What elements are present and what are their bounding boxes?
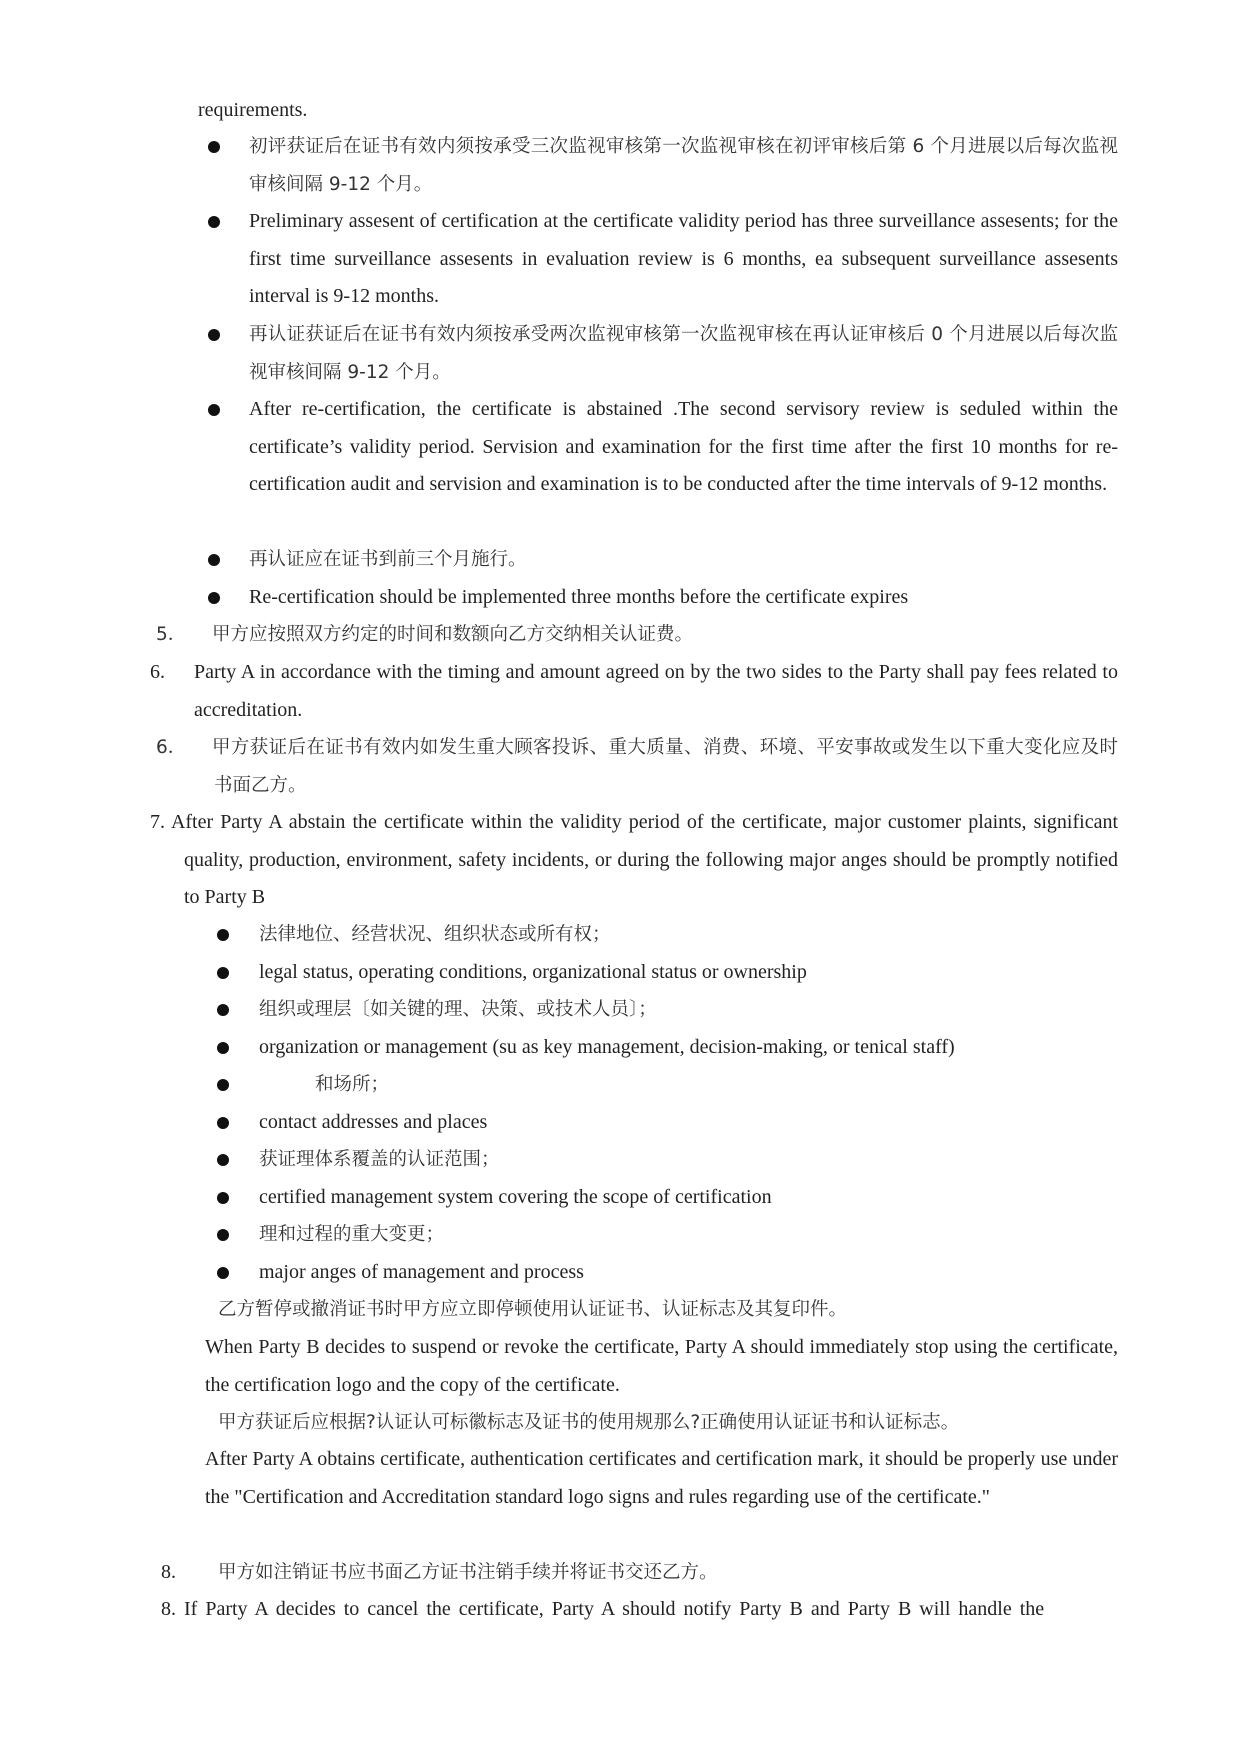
bullet-icon (217, 1192, 229, 1204)
use-en: After Party A obtains certificate, authentication certificates and certification mark, it should be properly use under the "Certification and Accreditation standard logo signs and rules regarding use of the certificate." (205, 1448, 1118, 1508)
item-number: 5． (156, 624, 187, 645)
item-number: 6． (156, 737, 187, 758)
bullet-icon (208, 404, 220, 416)
item-6-en: Party A in accordance with the timing and amount agreed on by the two sides to the Party shall pay fees related to accreditation. (194, 661, 1118, 721)
item-number: 6. (150, 661, 165, 683)
bullet-icon (208, 554, 220, 566)
item-6-cn: 甲方获证后在证书有效内如发生重大顾客投诉、重大质量、消费、环境、平安事故或发生以下重大变化应及时书面乙方。 (212, 737, 1118, 796)
continuation-text: requirements. (198, 99, 308, 121)
bullet-icon (217, 1154, 229, 1166)
item-5-cn: 甲方应按照双方约定的时间和数额向乙方交纳相关认证费。 (212, 624, 694, 645)
use-cn: 甲方获证后应根据?认证认可标徽标志及证书的使用规那么?正确使用认证证书和认证标志。 (218, 1412, 960, 1433)
bullet-icon (217, 967, 229, 979)
bullet-icon (217, 1004, 229, 1016)
item-8-cn: 甲方如注销证书应书面乙方证书注销手续并将证书交还乙方。 (218, 1562, 718, 1583)
item-8-en: 8. If Party A decides to cancel the certificate, Party A should notify Party B and Party B will handle the (161, 1598, 1045, 1620)
bullet-icon (208, 592, 220, 604)
bullet-icon (217, 1079, 229, 1091)
suspend-en: When Party B decides to suspend or revoke the certificate, Party A should immediately stop using the certificate, the certification logo and the copy of the certificate. (205, 1336, 1118, 1396)
bullet-icon (208, 141, 220, 153)
bullet-icon (217, 1042, 229, 1054)
item-7-en: 7. After Party A abstain the certificate within the validity period of the certificate, major customer plaints, significant quality, production, environment, safety incidents, or during the following major anges should be promptly notified to Party B (150, 811, 1118, 908)
bullet-icon (217, 1117, 229, 1129)
bullet-icon (217, 929, 229, 941)
document-page: requirements. 初评获证后在证书有效内须按承受三次监视审核第一次监视审核在初评审核后第 6 个月进展以后每次监视审核间隔 9-12 个月。 Preliminary assesent of certification at the certificate validity period has three surveillance assesents; for the first time surveillance assesents in evaluation review is 6 months, ea subsequent surveillance assesents interval is 9-12 months. 再认证获证后在证书有效内须按承受两次监视审核第一次监视审核在再认证审核后 0 个月进展以后每次监视审核间隔 9-12 个月。 After re-certification, the certificate is abstained .The second servisory review is seduled within the certificate’s validity period. Servision and examination for the first time after the first 10 months for re-certification audit and servision and examination is to be conducted after the time intervals of 9-12 months. 再认证应在证书到前三个月施行。 Re-certification should be implemented three months before the certificate expires 5． 甲方应按照双方约定的时间和数额向乙方交纳相关认证费。 6. Party A in accordance with the timing and amount agreed on by the two sides to the Party shall pay fees related to accreditation. 6． 甲方获证后在证书有效内如发生重大顾客投诉、重大质量、消费、环境、平安事故或发生以下重大变化应及时书面乙方。 7. After Party A abstain the certificate within the validity period of the certificate, major customer plaints, significant quality, production, environment, safety incidents, or during the following major anges should be promptly notified to Party B 法律地位、经营状况、组织状态或所有权； legal status, operating conditions, organizational status or ownership 组织或理层〔如关键的理、决策、或技术人员〕； organization or management (su as key management, decision-making, or tenical staff) 和场所； contact addresses and places 获证理体系覆盖的认证范围； certified management system covering the scope of certification 理和过程的重大变更； major anges of management and process 乙方暂停或撤消证书时甲方应立即停顿使用认证证书、认证标志及其复印件。 When Party B decides to suspend or revoke the certificate, Party A should immediately stop using the certificate, the certification logo and the copy of the certificate. 甲方获证后应根据?认证认可标徽标志及证书的使用规那么?正确使用认证证书和认证标志。 After Party A obtains certificate, authentication certificates and certification mark, it should be properly use under the "Certification and Accreditation standard logo signs and rules regarding use of the certificate." 8. 甲方如注销证书应书面乙方证书注销手续并将证书交还乙方。 8. If Party A decides to cancel the certificate, Party A should notify Party B and Party B will handle the (0, 0, 1241, 1754)
bullet-icon (208, 216, 220, 228)
item-number: 8. (161, 1561, 176, 1583)
bullet-icon (217, 1267, 229, 1279)
bullet-icon (208, 329, 220, 341)
bullet-icon (217, 1229, 229, 1241)
suspend-cn: 乙方暂停或撤消证书时甲方应立即停顿使用认证证书、认证标志及其复印件。 (218, 1299, 848, 1320)
